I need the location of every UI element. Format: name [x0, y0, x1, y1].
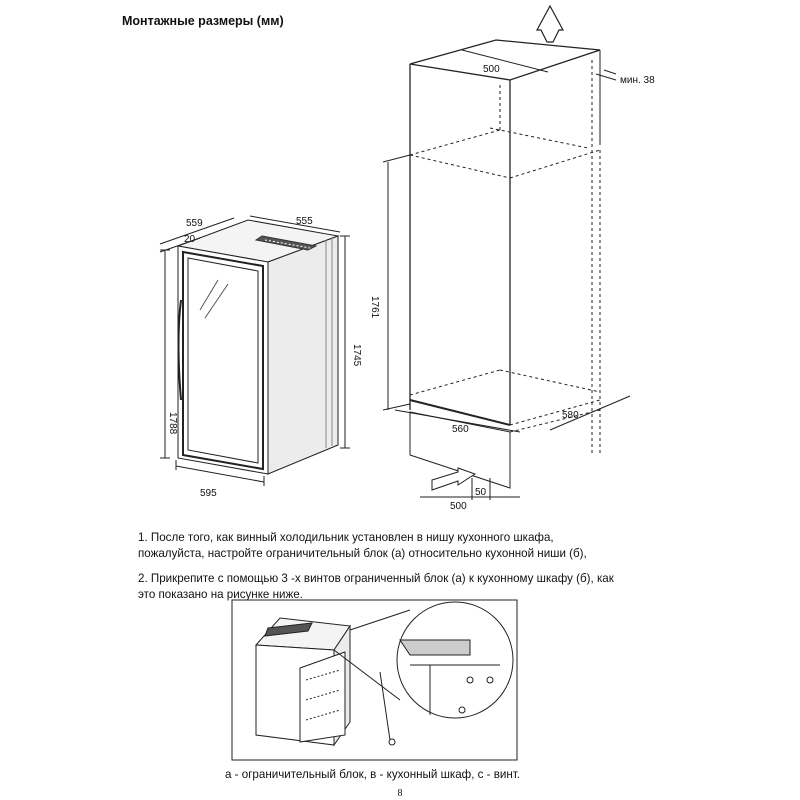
dim-unit-top-depth: 555 — [296, 216, 313, 227]
dim-unit-width: 595 — [200, 488, 217, 499]
mounting-detail-drawing — [232, 600, 517, 760]
dim-unit-height-right: 1745 — [351, 344, 362, 367]
page-number: 8 — [397, 788, 403, 799]
dim-unit-height-left: 1788 — [167, 412, 178, 435]
dim-vent-width: 500 — [450, 501, 467, 512]
dim-niche-width: 560 — [452, 424, 469, 435]
dim-unit-depth-small: 20 — [184, 234, 196, 245]
dim-niche-top-width: 500 — [483, 64, 500, 75]
dim-vent-height: 50 — [475, 487, 487, 498]
wine-cooler-drawing — [160, 216, 350, 486]
dim-unit-depth: 559 — [186, 218, 203, 229]
dim-niche-height: 1761 — [369, 296, 380, 319]
instruction-step-1: 1. После того, как винный холодильник установлен в нишу кухонного шкафа, пожалуйста, настройте ограничительный блок (а) относительно кухонной ниши (б), — [138, 531, 587, 560]
figure-caption: а - ограничительный блок, в - кухонный шкаф, с - винт. — [225, 768, 521, 781]
dim-niche-gap: мин. 38 — [620, 75, 655, 86]
instruction-step-2: 2. Прикрепите с помощью 3 -х винтов ограниченный блок (а) к кухонному шкафу (б), как это показано на рисунке ниже. — [138, 572, 614, 601]
cabinet-niche-drawing — [383, 6, 630, 500]
page-title: Монтажные размеры (мм) — [122, 14, 284, 28]
dim-niche-depth: 580 — [562, 410, 579, 421]
